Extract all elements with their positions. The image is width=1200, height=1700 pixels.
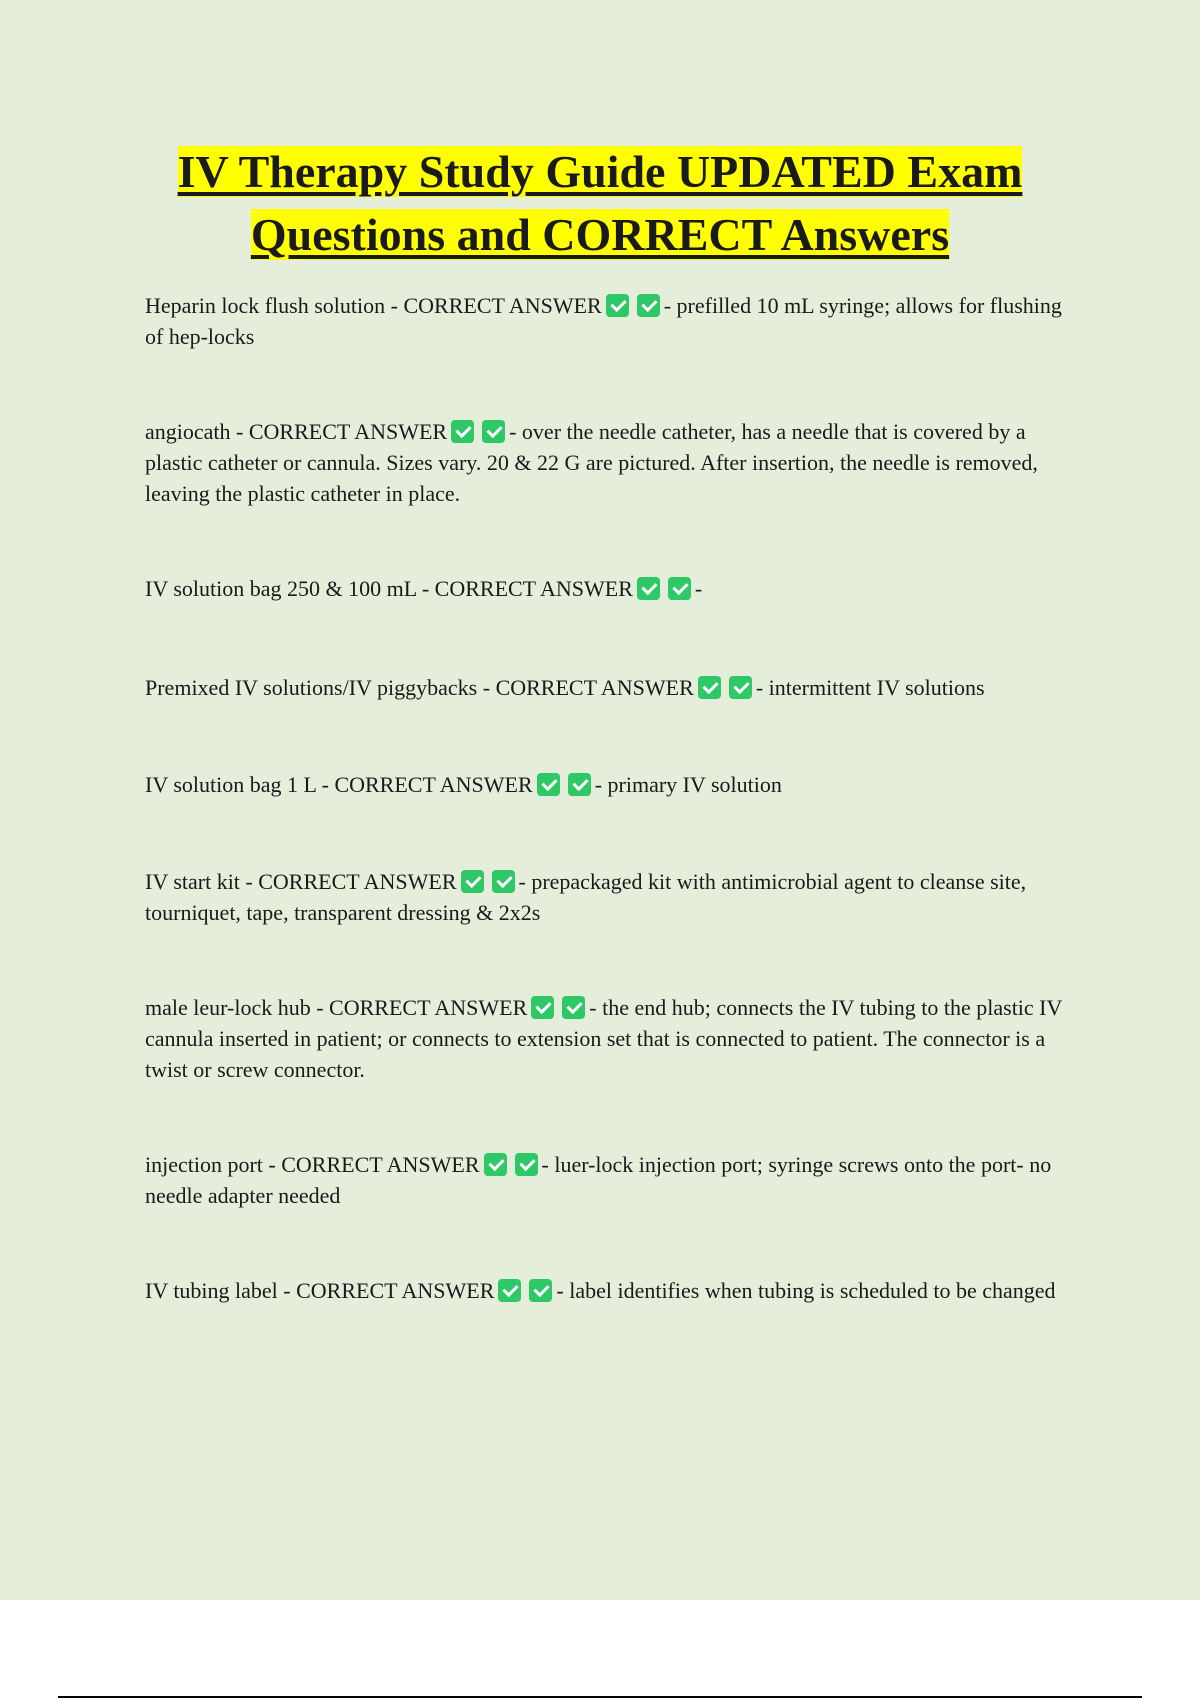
check-box-icon xyxy=(484,1153,507,1176)
qa-entry xyxy=(145,672,1075,703)
entry-answer: - luer-lock injection port; syringe screws onto the port- no needle adapter needed xyxy=(145,1152,1052,1208)
check-box-icon xyxy=(537,773,560,796)
check-box-icon xyxy=(498,1279,521,1302)
entry-term: angiocath - xyxy=(145,419,249,444)
entry-answer: - primary IV solution xyxy=(594,772,782,797)
check-box-icon xyxy=(637,577,660,600)
check-box-icon xyxy=(515,1153,538,1176)
answer-marker: CORRECT ANSWER xyxy=(495,675,694,700)
qa-entry xyxy=(145,1275,1075,1306)
entry-term: IV tubing label - xyxy=(145,1278,297,1303)
answer-marker: CORRECT ANSWER xyxy=(434,576,633,601)
title-block xyxy=(100,140,1100,266)
entry-term: IV solution bag 1 L - xyxy=(145,772,335,797)
entry-answer: - intermittent IV solutions xyxy=(755,675,985,700)
answer-marker: CORRECT ANSWER xyxy=(329,995,528,1020)
entry-term: IV solution bag 250 & 100 mL - xyxy=(145,576,435,601)
title-line-2: Questions and CORRECT Answers xyxy=(250,209,950,260)
check-box-icon xyxy=(529,1279,552,1302)
check-box-icon xyxy=(729,676,752,699)
entry-term: IV start kit - xyxy=(145,869,259,894)
check-box-icon xyxy=(637,294,660,317)
qa-entry xyxy=(145,416,1075,509)
answer-marker: CORRECT ANSWER xyxy=(334,772,533,797)
answer-marker: CORRECT ANSWER xyxy=(296,1278,495,1303)
page-footer-rule xyxy=(58,1696,1142,1698)
check-box-icon xyxy=(668,577,691,600)
entry-answer: - prefilled 10 mL syringe; allows for flushing of hep-locks xyxy=(145,293,1062,349)
qa-entry xyxy=(145,769,1075,800)
answer-marker: CORRECT ANSWER xyxy=(258,869,457,894)
check-box-icon xyxy=(562,996,585,1019)
check-box-icon xyxy=(606,294,629,317)
entry-answer: - over the needle catheter, has a needle that is covered by a plastic catheter or cannula. Sizes vary. 20 & 22 G are pictured. After insertion, the needle is removed, leaving the plastic catheter in place. xyxy=(145,419,1038,506)
check-box-icon xyxy=(568,773,591,796)
entry-term: Heparin lock flush solution - xyxy=(145,293,404,318)
qa-entry xyxy=(145,290,1075,352)
qa-entry xyxy=(145,573,1075,604)
qa-entry xyxy=(145,1149,1075,1211)
entry-term: Premixed IV solutions/IV piggybacks - xyxy=(145,675,496,700)
page-title xyxy=(100,140,1100,266)
entry-answer: - prepackaged kit with antimicrobial agent to cleanse site, tourniquet, tape, transparent dressing & 2x2s xyxy=(145,869,1027,925)
answer-marker: CORRECT ANSWER xyxy=(248,419,448,444)
entry-answer: - label identifies when tubing is scheduled to be changed xyxy=(556,1278,1056,1303)
title-line-1: IV Therapy Study Guide UPDATED Exam xyxy=(177,146,1023,197)
qa-entry xyxy=(145,866,1075,928)
entry-term: male leur-lock hub - xyxy=(145,995,330,1020)
qa-entry xyxy=(145,992,1075,1085)
entry-answer: - the end hub; connects the IV tubing to the plastic IV cannula inserted in patient; or connects to extension set that is connected to patient. The connector is a twist or screw connector. xyxy=(145,995,1062,1082)
answer-marker: CORRECT ANSWER xyxy=(281,1152,480,1177)
qa-list xyxy=(145,290,1075,1306)
check-box-icon xyxy=(482,420,505,443)
answer-marker: CORRECT ANSWER xyxy=(403,293,602,318)
check-box-icon xyxy=(451,420,474,443)
entry-term: injection port - xyxy=(145,1152,282,1177)
check-box-icon xyxy=(531,996,554,1019)
entry-answer: - xyxy=(694,576,703,601)
check-box-icon xyxy=(698,676,721,699)
check-box-icon xyxy=(492,870,515,893)
check-box-icon xyxy=(461,870,484,893)
